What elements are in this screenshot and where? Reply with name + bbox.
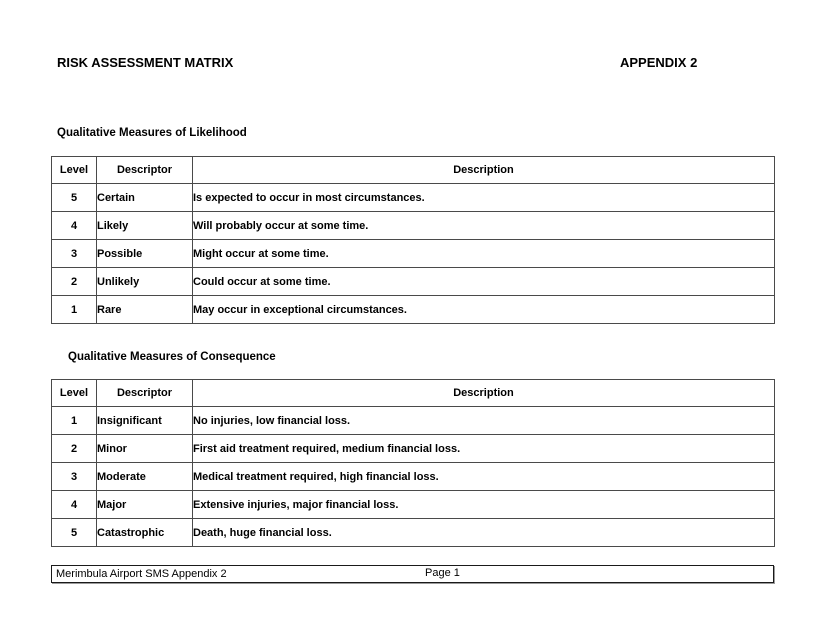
table-row — [52, 463, 775, 491]
cell-descriptor: Unlikely — [97, 268, 193, 296]
column-header-level: Level — [52, 380, 97, 407]
cell-description: Will probably occur at some time. — [193, 212, 775, 240]
cell-level: 2 — [52, 435, 97, 463]
cell-descriptor: Major — [97, 491, 193, 519]
likelihood-section-heading: Qualitative Measures of Likelihood — [57, 127, 247, 139]
cell-description: Is expected to occur in most circumstances. — [193, 184, 775, 212]
cell-level: 3 — [52, 463, 97, 491]
footer-page-number: Page 1 — [425, 567, 460, 579]
cell-descriptor: Likely — [97, 212, 193, 240]
likelihood-header-row — [52, 157, 775, 184]
cell-descriptor: Minor — [97, 435, 193, 463]
cell-description: Death, huge financial loss. — [193, 519, 775, 547]
cell-descriptor: Catastrophic — [97, 519, 193, 547]
table-row — [52, 519, 775, 547]
cell-description: Medical treatment required, high financial loss. — [193, 463, 775, 491]
cell-descriptor: Certain — [97, 184, 193, 212]
consequence-section-heading: Qualitative Measures of Consequence — [68, 351, 276, 363]
cell-description: Could occur at some time. — [193, 268, 775, 296]
table-row — [52, 240, 775, 268]
footer-doc-label: Merimbula Airport SMS Appendix 2 — [56, 568, 227, 580]
cell-level: 4 — [52, 212, 97, 240]
cell-description: May occur in exceptional circumstances. — [193, 296, 775, 324]
cell-description: First aid treatment required, medium financial loss. — [193, 435, 775, 463]
cell-level: 3 — [52, 240, 97, 268]
cell-description: No injuries, low financial loss. — [193, 407, 775, 435]
table-row — [52, 491, 775, 519]
appendix-label: APPENDIX 2 — [620, 55, 698, 70]
cell-level: 5 — [52, 519, 97, 547]
page-title: RISK ASSESSMENT MATRIX — [57, 55, 234, 70]
table-row — [52, 184, 775, 212]
cell-level: 2 — [52, 268, 97, 296]
cell-level: 1 — [52, 296, 97, 324]
cell-descriptor: Moderate — [97, 463, 193, 491]
column-header-description: Description — [193, 380, 775, 407]
cell-level: 5 — [52, 184, 97, 212]
table-row — [52, 407, 775, 435]
cell-descriptor: Insignificant — [97, 407, 193, 435]
cell-description: Extensive injuries, major financial loss. — [193, 491, 775, 519]
table-row — [52, 212, 775, 240]
column-header-descriptor: Descriptor — [97, 380, 193, 407]
cell-descriptor: Possible — [97, 240, 193, 268]
consequence-header-row — [52, 380, 775, 407]
cell-description: Might occur at some time. — [193, 240, 775, 268]
column-header-description: Description — [193, 157, 775, 184]
table-row — [52, 435, 775, 463]
cell-descriptor: Rare — [97, 296, 193, 324]
cell-level: 1 — [52, 407, 97, 435]
table-row — [52, 268, 775, 296]
footer — [51, 565, 774, 583]
table-row — [52, 296, 775, 324]
consequence-table — [51, 379, 775, 547]
column-header-descriptor: Descriptor — [97, 157, 193, 184]
likelihood-table — [51, 156, 775, 324]
column-header-level: Level — [52, 157, 97, 184]
cell-level: 4 — [52, 491, 97, 519]
